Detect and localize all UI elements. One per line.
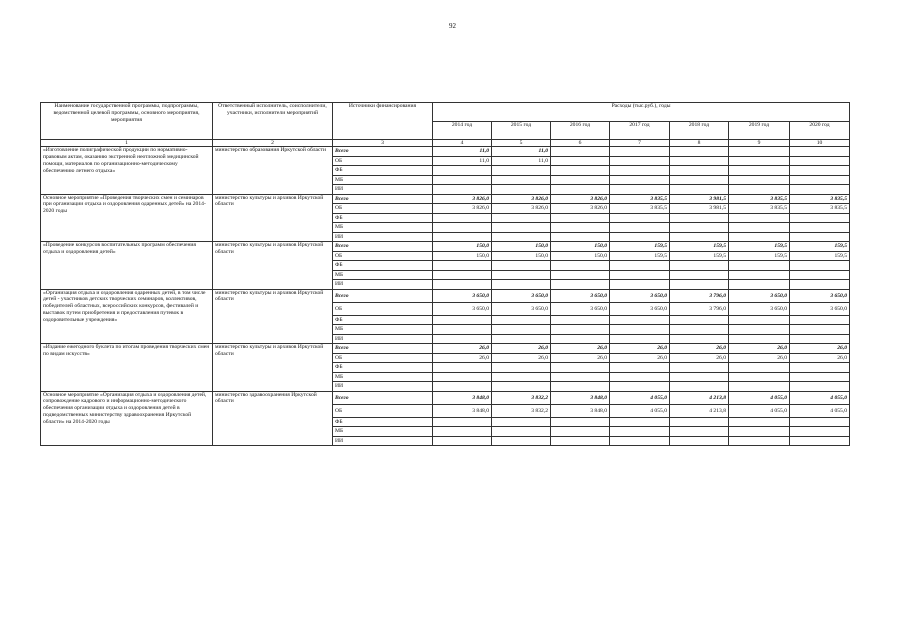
funding-source: ФБ <box>333 315 433 325</box>
expense-value: 3 832,2 <box>492 404 551 417</box>
expense-value: 11,0 <box>433 156 492 166</box>
expense-value <box>551 175 610 185</box>
expense-value <box>610 334 670 344</box>
expense-value: 3 848,0 <box>433 391 492 404</box>
expense-value: 4 055,0 <box>790 404 850 417</box>
expense-value <box>492 427 551 437</box>
column-number: 4 <box>433 140 492 147</box>
expense-value: 26,0 <box>551 353 610 363</box>
expense-value: 159,5 <box>670 251 729 261</box>
funding-source: ИИ <box>333 280 433 290</box>
expense-value: 3 835,5 <box>790 194 850 204</box>
header-year: 2018 год <box>670 122 729 140</box>
expense-value: 26,0 <box>670 344 729 354</box>
expense-value: 3 796,0 <box>670 302 729 315</box>
expense-value <box>670 334 729 344</box>
column-number: 1 <box>41 140 213 147</box>
expense-value: 159,5 <box>610 242 670 252</box>
expense-value: 159,5 <box>610 251 670 261</box>
expense-value <box>729 156 790 166</box>
expense-value <box>492 175 551 185</box>
expense-value: 3 650,0 <box>610 289 670 302</box>
funding-source: МБ <box>333 223 433 233</box>
expense-value <box>729 372 790 382</box>
expense-value <box>790 363 850 373</box>
expense-value: 3 650,0 <box>790 289 850 302</box>
page-number: 92 <box>449 22 456 30</box>
expense-value: 150,0 <box>492 251 551 261</box>
expense-value: 26,0 <box>610 344 670 354</box>
expense-value <box>790 417 850 427</box>
expense-value: 159,5 <box>670 242 729 252</box>
expense-value <box>670 427 729 437</box>
expense-value <box>610 223 670 233</box>
expense-value <box>551 315 610 325</box>
expense-value: 26,0 <box>610 353 670 363</box>
expense-value <box>670 166 729 176</box>
expense-value <box>492 325 551 335</box>
expense-value: 159,5 <box>729 242 790 252</box>
expense-value <box>670 372 729 382</box>
expense-value <box>790 185 850 195</box>
expense-value <box>492 417 551 427</box>
table-body <box>41 147 850 446</box>
expense-value: 26,0 <box>492 353 551 363</box>
funding-source: МБ <box>333 372 433 382</box>
expense-value: 11,0 <box>492 156 551 166</box>
header-year: 2019 год <box>729 122 790 140</box>
expense-value: 150,0 <box>551 242 610 252</box>
header-year: 2015 год <box>492 122 551 140</box>
expense-value <box>433 315 492 325</box>
expense-value: 3 848,0 <box>551 404 610 417</box>
expense-value <box>670 156 729 166</box>
expense-value <box>790 175 850 185</box>
budget-table <box>40 102 850 446</box>
header-year: 2020 год <box>790 122 850 140</box>
expense-value <box>551 270 610 280</box>
expense-value <box>610 185 670 195</box>
expense-value <box>551 223 610 233</box>
expense-value: 159,5 <box>790 242 850 252</box>
expense-value <box>433 372 492 382</box>
expense-value <box>492 213 551 223</box>
expense-value <box>670 213 729 223</box>
column-number: 2 <box>213 140 333 147</box>
expense-value <box>790 223 850 233</box>
expense-value <box>433 363 492 373</box>
expense-value <box>670 147 729 157</box>
funding-source: ИИ <box>333 185 433 195</box>
expense-value <box>492 261 551 271</box>
expense-value <box>492 372 551 382</box>
table-row <box>41 391 850 404</box>
expense-value: 3 832,2 <box>492 391 551 404</box>
column-number: 10 <box>790 140 850 147</box>
expense-value: 150,0 <box>433 251 492 261</box>
expense-value <box>433 436 492 446</box>
expense-value <box>790 436 850 446</box>
header-expenses: Расходы (тыс.руб.), годы <box>433 103 850 122</box>
expense-value <box>670 232 729 242</box>
expense-value <box>670 382 729 392</box>
expense-value <box>670 223 729 233</box>
header-source: Источники финансирования <box>333 103 433 140</box>
expense-value <box>729 334 790 344</box>
header-year: 2016 год <box>551 122 610 140</box>
funding-source: Всего <box>333 391 433 404</box>
expense-value <box>610 232 670 242</box>
expense-value: 3 835,5 <box>610 194 670 204</box>
measure-executor: министерство культуры и архивов Иркутской области <box>213 242 333 290</box>
expense-value <box>551 261 610 271</box>
measure-executor: министерство здравоохранения Иркутской области <box>213 391 333 446</box>
expense-value <box>433 175 492 185</box>
column-number: 3 <box>333 140 433 147</box>
funding-source: ОБ <box>333 302 433 315</box>
expense-value <box>551 334 610 344</box>
expense-value <box>433 166 492 176</box>
funding-source: ФБ <box>333 213 433 223</box>
funding-source: МБ <box>333 325 433 335</box>
expense-value <box>551 417 610 427</box>
table-row <box>41 289 850 302</box>
expense-value: 3 826,0 <box>492 204 551 214</box>
expense-value <box>670 325 729 335</box>
expense-value <box>492 185 551 195</box>
expense-value: 26,0 <box>729 344 790 354</box>
expense-value: 26,0 <box>551 344 610 354</box>
table-row <box>41 147 850 157</box>
expense-value <box>551 325 610 335</box>
expense-value <box>729 232 790 242</box>
expense-value <box>670 261 729 271</box>
funding-source: Всего <box>333 344 433 354</box>
expense-value: 3 650,0 <box>433 289 492 302</box>
expense-value <box>492 232 551 242</box>
funding-source: ОБ <box>333 353 433 363</box>
funding-source: ОБ <box>333 204 433 214</box>
expense-value: 26,0 <box>790 344 850 354</box>
expense-value <box>433 185 492 195</box>
expense-value <box>551 185 610 195</box>
column-number: 9 <box>729 140 790 147</box>
funding-source: ФБ <box>333 363 433 373</box>
expense-value <box>551 436 610 446</box>
measure-executor: министерство культуры и архивов Иркутской области <box>213 344 333 392</box>
expense-value <box>670 436 729 446</box>
expense-value: 3 835,5 <box>790 204 850 214</box>
expense-value <box>492 270 551 280</box>
expense-value <box>610 261 670 271</box>
funding-source: ОБ <box>333 251 433 261</box>
expense-value <box>670 417 729 427</box>
expense-value <box>729 382 790 392</box>
column-number: 5 <box>492 140 551 147</box>
expense-value: 26,0 <box>729 353 790 363</box>
expense-value <box>729 270 790 280</box>
expense-value <box>790 270 850 280</box>
expense-value <box>551 166 610 176</box>
expense-value: 150,0 <box>433 242 492 252</box>
expense-value <box>551 232 610 242</box>
expense-value: 26,0 <box>433 344 492 354</box>
header-executor: Ответственный исполнитель, соисполнители, участники, исполнители мероприятий <box>213 103 333 140</box>
expense-value <box>729 417 790 427</box>
funding-source: МБ <box>333 270 433 280</box>
funding-source: ОБ <box>333 156 433 166</box>
funding-source: ИИ <box>333 232 433 242</box>
expense-value: 4 213,8 <box>670 404 729 417</box>
expense-value: 4 213,8 <box>670 391 729 404</box>
expense-value <box>492 334 551 344</box>
expense-value: 4 055,0 <box>610 404 670 417</box>
expense-value <box>433 223 492 233</box>
expense-value <box>433 325 492 335</box>
expense-value <box>610 166 670 176</box>
measure-executor: министерство культуры и архивов Иркутской области <box>213 289 333 344</box>
expense-value <box>610 315 670 325</box>
expense-value: 3 835,5 <box>610 204 670 214</box>
column-number: 6 <box>551 140 610 147</box>
expense-value <box>610 382 670 392</box>
expense-value: 150,0 <box>492 242 551 252</box>
table-row <box>41 344 850 354</box>
column-number: 7 <box>610 140 670 147</box>
funding-source: Всего <box>333 289 433 302</box>
expense-value: 4 055,0 <box>729 391 790 404</box>
expense-value <box>610 372 670 382</box>
measure-name: «Издание ежегодного буклета по итогам проведения творческих смен по видам искусств» <box>41 344 213 392</box>
expense-value: 3 826,0 <box>551 204 610 214</box>
funding-source: ИИ <box>333 436 433 446</box>
header-year: 2014 год <box>433 122 492 140</box>
measure-name: Основное мероприятие «Организация отдыха и оздоровления детей, сопровождение кадрового и информационно-методического обеспечения организации отдыха и оздоровления детей в подведомственных министерству здравоохранения Иркутской области» на 2014-2020 годы <box>41 391 213 446</box>
table-row <box>41 242 850 252</box>
expense-value: 3 650,0 <box>492 302 551 315</box>
expense-value <box>729 436 790 446</box>
expense-value: 3 981,5 <box>670 204 729 214</box>
funding-source: Всего <box>333 147 433 157</box>
expense-value <box>492 363 551 373</box>
expense-value: 3 826,0 <box>433 204 492 214</box>
header-name: Наименование государственной программы, подпрограммы, ведомственной целевой программы, основного мероприятия, мероприятия <box>41 103 213 140</box>
expense-value <box>729 261 790 271</box>
funding-source: ФБ <box>333 166 433 176</box>
expense-value <box>790 334 850 344</box>
expense-value <box>790 147 850 157</box>
expense-value <box>729 213 790 223</box>
expense-value <box>610 213 670 223</box>
expense-value <box>790 382 850 392</box>
expense-value <box>790 325 850 335</box>
expense-value <box>492 166 551 176</box>
funding-source: ОБ <box>333 404 433 417</box>
funding-source: Всего <box>333 194 433 204</box>
expense-value: 159,5 <box>790 251 850 261</box>
expense-value: 3 650,0 <box>729 302 790 315</box>
expense-value: 3 835,5 <box>729 204 790 214</box>
expense-value <box>551 372 610 382</box>
expense-value <box>433 280 492 290</box>
header-year: 2017 год <box>610 122 670 140</box>
expense-value: 26,0 <box>492 344 551 354</box>
expense-value <box>433 334 492 344</box>
expense-value <box>492 223 551 233</box>
expense-value: 4 055,0 <box>790 391 850 404</box>
expense-value: 11,0 <box>492 147 551 157</box>
funding-source: МБ <box>333 427 433 437</box>
expense-value: 3 650,0 <box>551 302 610 315</box>
funding-source: МБ <box>333 175 433 185</box>
measure-name: «Проведение конкурсов воспитательных программ обеспечения отдыха и оздоровления детей» <box>41 242 213 290</box>
expense-value <box>729 166 790 176</box>
expense-value <box>670 315 729 325</box>
expense-value <box>610 325 670 335</box>
expense-value <box>729 223 790 233</box>
funding-source: ФБ <box>333 417 433 427</box>
expense-value <box>610 436 670 446</box>
expense-value <box>551 213 610 223</box>
expense-value <box>610 147 670 157</box>
measure-name: Основное мероприятие «Проведения творческих смен и семинаров при организации отдыха и оздоровления одаренных детей» на 2014-2020 годы <box>41 194 213 242</box>
expense-value: 3 650,0 <box>790 302 850 315</box>
funding-source: Всего <box>333 242 433 252</box>
expense-value <box>790 232 850 242</box>
expense-value <box>610 417 670 427</box>
expense-value <box>790 315 850 325</box>
expense-value: 3 848,0 <box>433 404 492 417</box>
expense-value <box>790 427 850 437</box>
expense-value: 26,0 <box>433 353 492 363</box>
expense-value <box>551 427 610 437</box>
expense-value: 3 835,5 <box>729 194 790 204</box>
expense-value <box>670 175 729 185</box>
expense-value <box>433 232 492 242</box>
expense-value <box>729 280 790 290</box>
expense-value <box>729 147 790 157</box>
expense-value: 3 981,5 <box>670 194 729 204</box>
funding-source: ИИ <box>333 382 433 392</box>
expense-value <box>729 427 790 437</box>
expense-value <box>492 436 551 446</box>
expense-value: 150,0 <box>551 251 610 261</box>
expense-value <box>610 363 670 373</box>
expense-value <box>729 363 790 373</box>
expense-value <box>492 382 551 392</box>
expense-value <box>729 325 790 335</box>
expense-value: 11,0 <box>433 147 492 157</box>
expense-value <box>610 175 670 185</box>
expense-value: 4 055,0 <box>610 391 670 404</box>
expense-value <box>433 417 492 427</box>
expense-value: 3 650,0 <box>610 302 670 315</box>
column-number: 8 <box>670 140 729 147</box>
funding-source: ИИ <box>333 334 433 344</box>
expense-value: 26,0 <box>790 353 850 363</box>
expense-value <box>790 261 850 271</box>
expense-value: 3 650,0 <box>729 289 790 302</box>
expense-value: 3 650,0 <box>433 302 492 315</box>
expense-value <box>610 270 670 280</box>
expense-value <box>729 175 790 185</box>
expense-value <box>433 427 492 437</box>
measure-executor: министерство культуры и архивов Иркутской области <box>213 194 333 242</box>
expense-value <box>610 427 670 437</box>
expense-value <box>551 147 610 157</box>
funding-source: ФБ <box>333 261 433 271</box>
expense-value <box>670 363 729 373</box>
expense-value: 3 848,0 <box>551 391 610 404</box>
expense-value <box>551 382 610 392</box>
expense-value <box>790 156 850 166</box>
expense-value <box>551 363 610 373</box>
expense-value <box>790 166 850 176</box>
expense-value <box>492 315 551 325</box>
expense-value <box>433 270 492 280</box>
expense-value <box>433 213 492 223</box>
expense-value: 3 650,0 <box>551 289 610 302</box>
expense-value <box>610 280 670 290</box>
expense-value: 3 826,0 <box>551 194 610 204</box>
expense-value: 4 055,0 <box>729 404 790 417</box>
expense-value <box>610 156 670 166</box>
expense-value <box>433 261 492 271</box>
expense-value: 3 826,0 <box>492 194 551 204</box>
expense-value <box>790 213 850 223</box>
expense-value <box>551 156 610 166</box>
expense-value: 3 826,0 <box>433 194 492 204</box>
expense-value <box>729 315 790 325</box>
expense-value <box>551 280 610 290</box>
expense-value: 3 650,0 <box>492 289 551 302</box>
expense-value: 26,0 <box>670 353 729 363</box>
expense-value <box>492 280 551 290</box>
expense-value <box>670 270 729 280</box>
measure-executor: министерство образования Иркутской области <box>213 147 333 195</box>
expense-value <box>670 185 729 195</box>
expense-value <box>790 372 850 382</box>
expense-value: 159,5 <box>729 251 790 261</box>
measure-name: «Изготовление полиграфической продукции по нормативно-правовым актам, оказанию экстренной неотложной медицинской помощи, материалов по организационно-методическому обеспечению летнего отдыха» <box>41 147 213 195</box>
expense-value <box>729 185 790 195</box>
expense-value: 3 796,0 <box>670 289 729 302</box>
measure-name: «Организация отдыха и оздоровления одаренных детей, в том числе детей - участников детских творческих семинаров, коллективов, победителей областных, всероссийских конкурсов, фестивалей и выставок путем приобретения и предоставления путевок в оздоровительные учреждения» <box>41 289 213 344</box>
expense-value <box>790 280 850 290</box>
table-row <box>41 194 850 204</box>
expense-value <box>670 280 729 290</box>
expense-value <box>433 382 492 392</box>
